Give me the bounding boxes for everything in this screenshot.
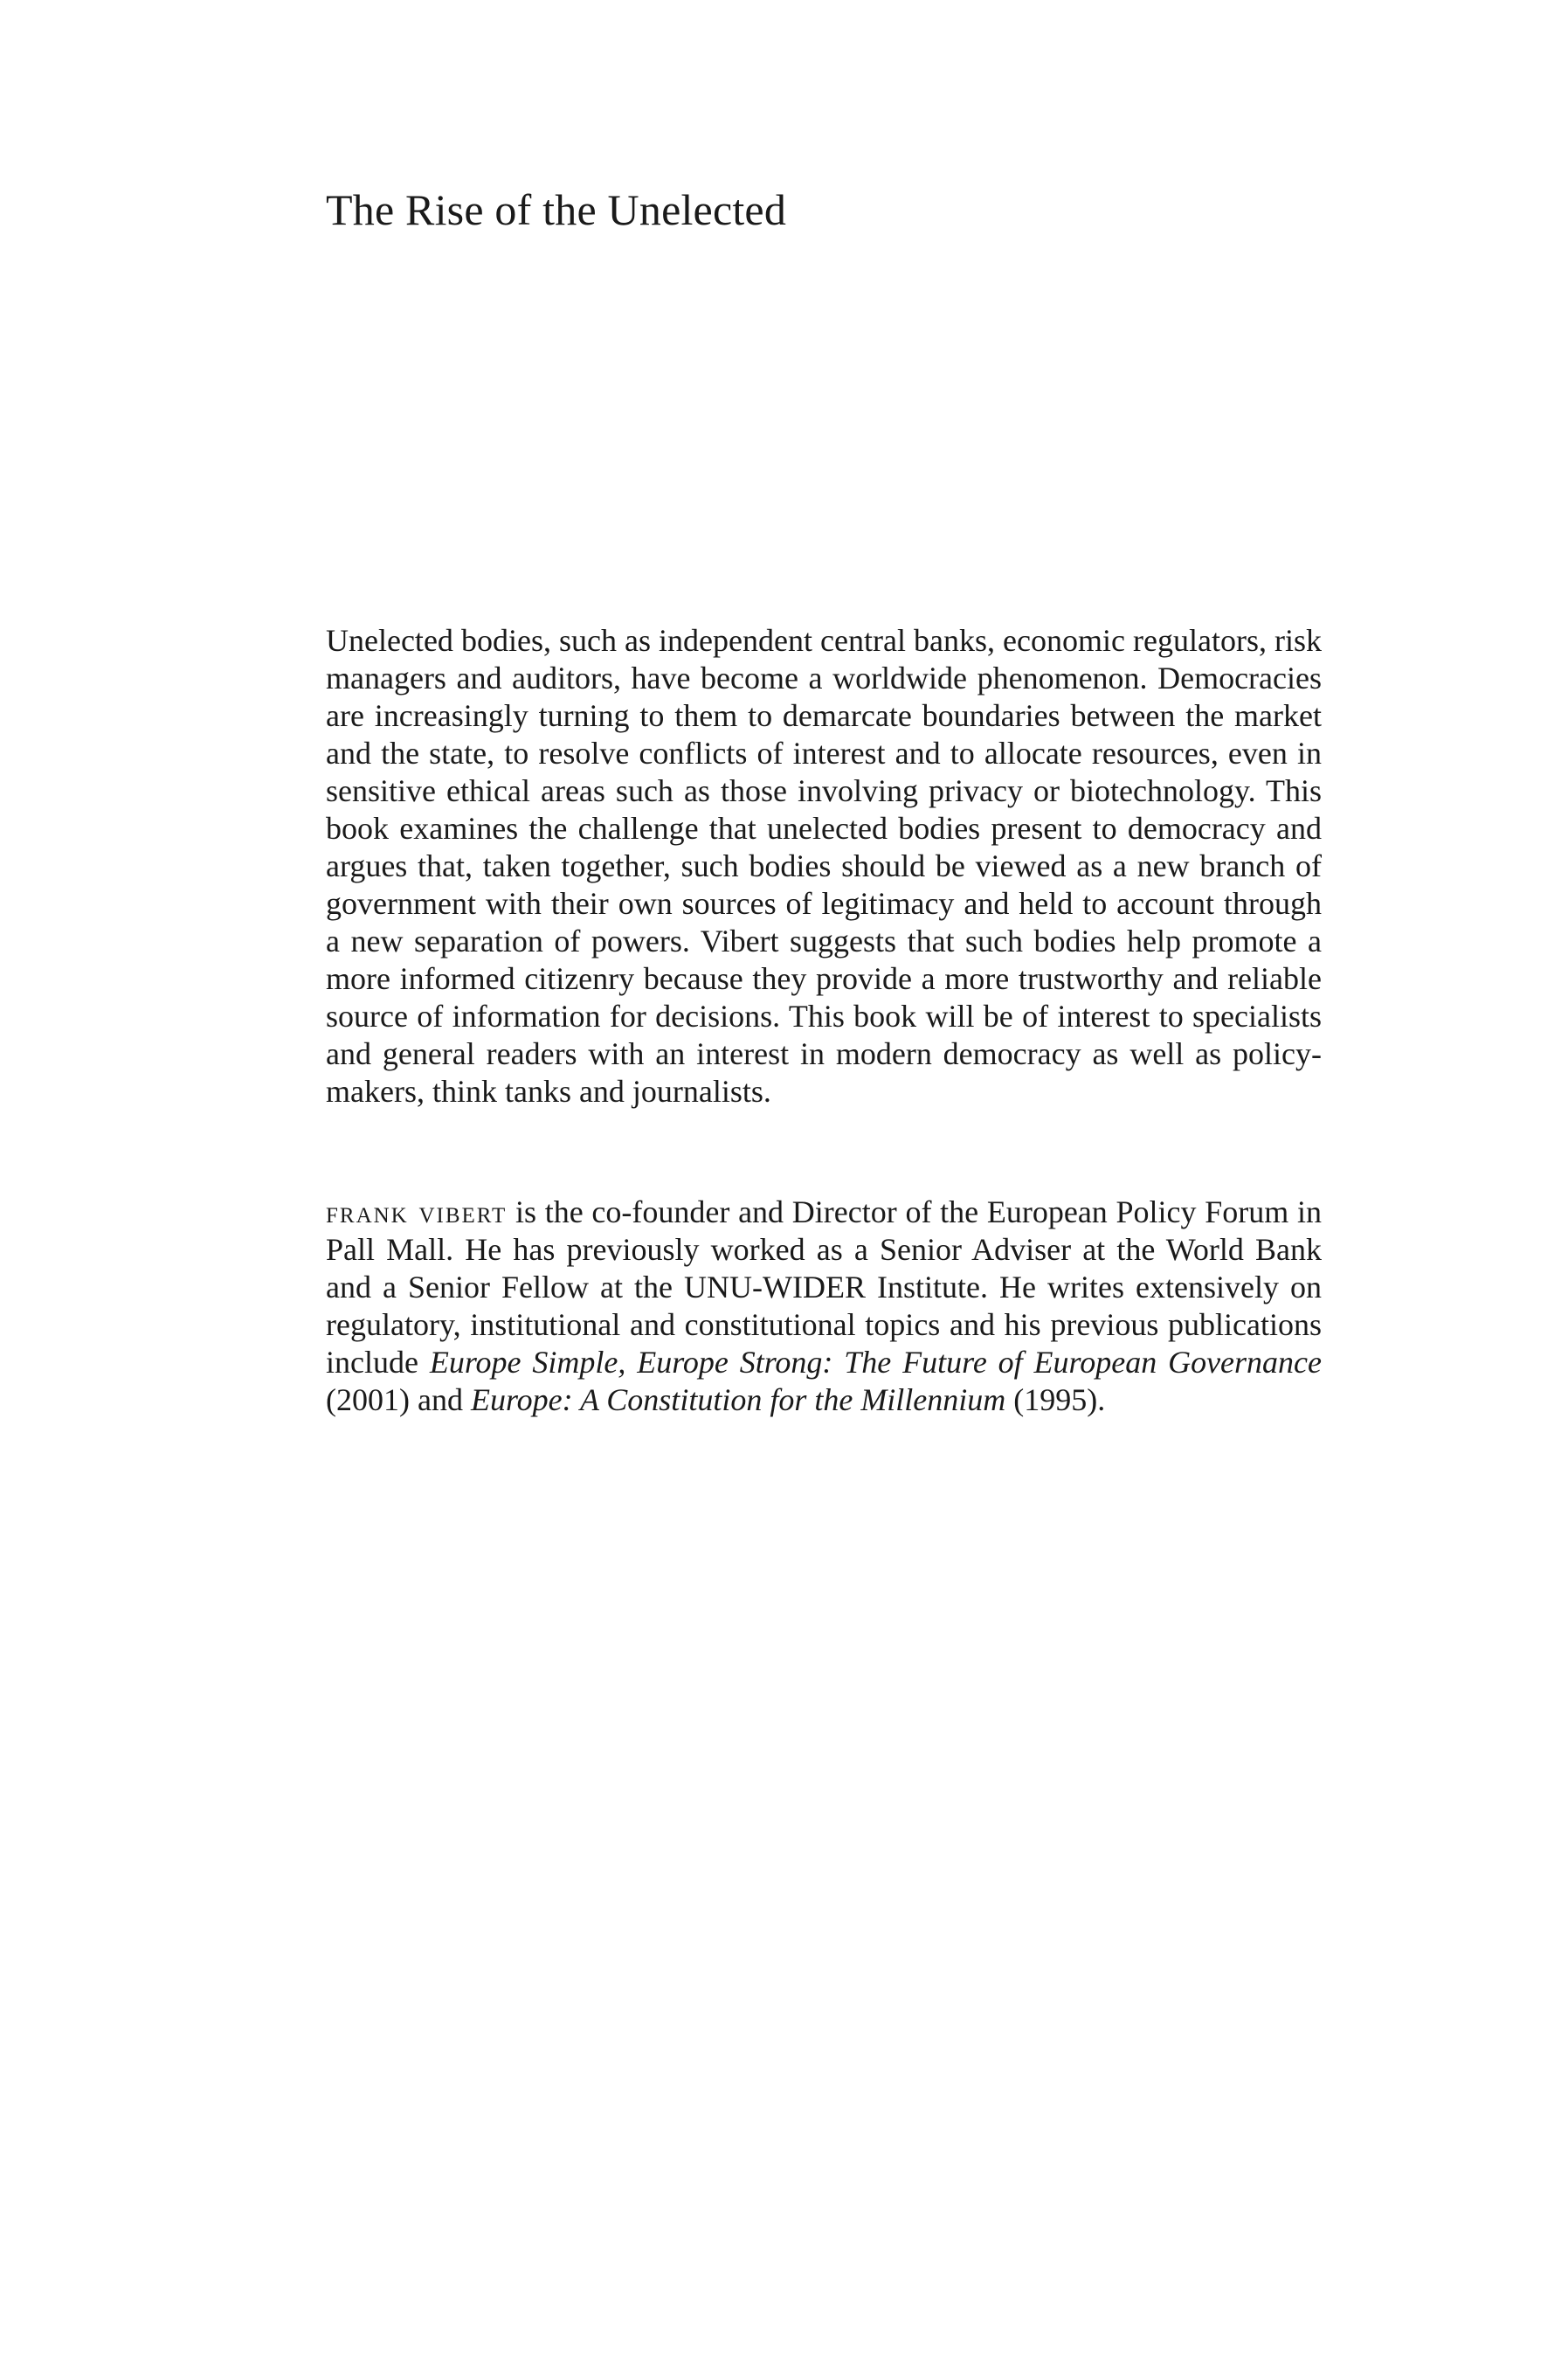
author-bio: [326, 1194, 1322, 1419]
publication-year-1: (2001) and: [326, 1382, 471, 1417]
book-title: The Rise of the Unelected: [326, 185, 787, 234]
publication-title-1: Europe Simple, Europe Strong: The Future of European Governance: [429, 1345, 1322, 1380]
publication-title-2: Europe: A Constitution for the Millennium: [470, 1382, 1006, 1417]
author-name: frank vibert: [326, 1194, 508, 1229]
author-bio-intro: is the co-founder and Director of the European Policy Forum in Pall Mall. He has previously worked as a Senior Adviser at the World Bank and a Senior Fellow at the UNU-WIDER Institute. He writes extensively on regulatory, institutional and constitutional topics and his previous publications include: [326, 1194, 1323, 1380]
book-description: Unelected bodies, such as independent central banks, economic regulators, risk managers and auditors, have become a worldwide phenomenon. Democracies are increasingly turning to them to demarcate boundaries between the market and the state, to resolve conflicts of interest and to allocate resources, even in sensitive ethical areas such as those involving privacy or biotechnology. This book examines the challenge that unelected bodies present to democracy and argues that, taken together, such bodies should be viewed as a new branch of government with their own sources of legitimacy and held to account through a new separation of powers. Vibert suggests that such bodies help promote a more informed citizenry because they provide a more trustworthy and reliable source of information for decisions. This book will be of interest to specialists and general readers with an interest in modern democracy as well as policy-makers, think tanks and journalists.: [326, 623, 1322, 1109]
publication-year-2: (1995).: [1005, 1382, 1106, 1417]
